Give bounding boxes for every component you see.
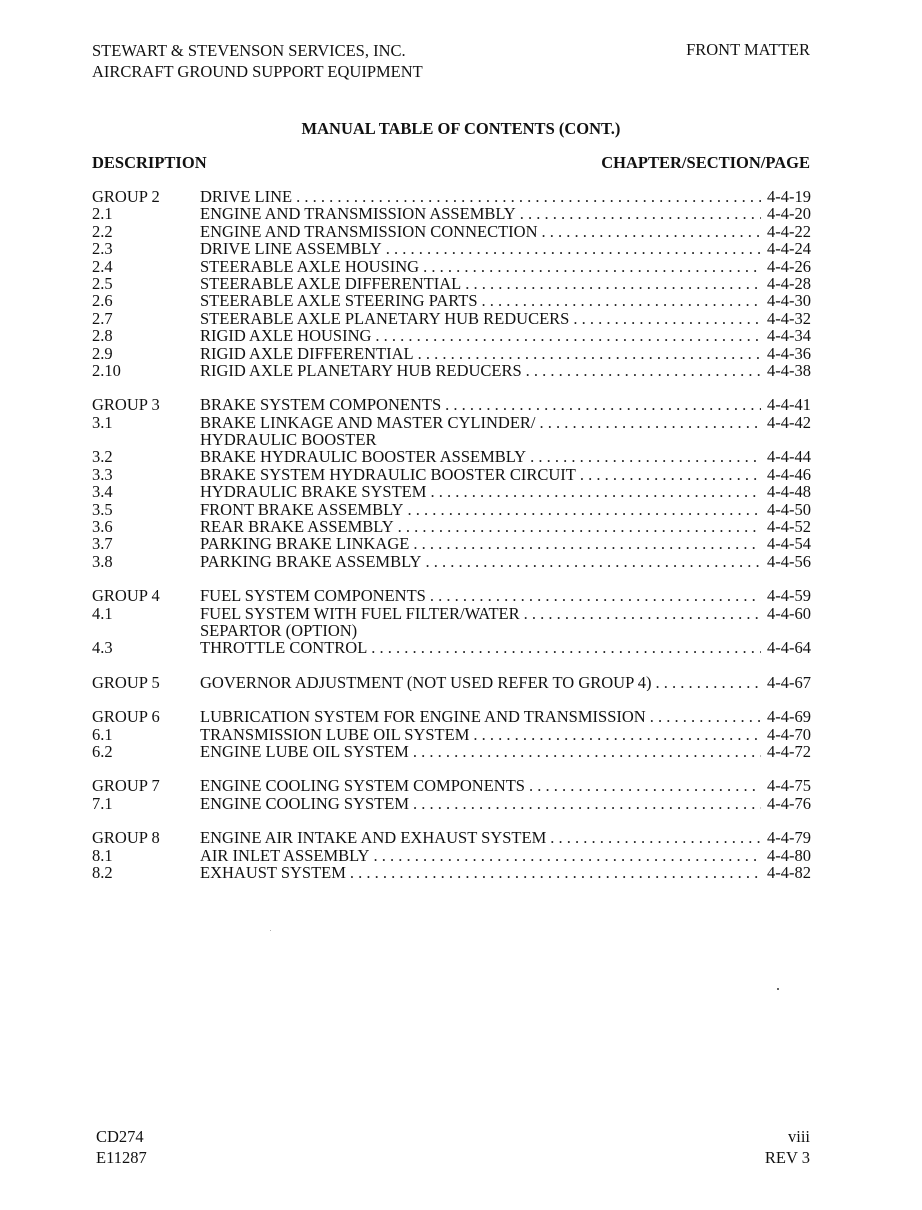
dot-leader <box>646 708 761 725</box>
toc-entry-title: BRAKE HYDRAULIC BOOSTER ASSEMBLY <box>200 448 527 466</box>
dot-leader <box>382 240 761 257</box>
toc-entry-title: ENGINE COOLING SYSTEM COMPONENTS <box>200 777 525 795</box>
toc-entry <box>92 310 811 327</box>
toc-entry-number: 2.2 <box>92 221 113 241</box>
toc-entry-title-wrap <box>200 466 761 483</box>
toc-entry-title: EXHAUST SYSTEM <box>200 863 346 882</box>
toc-entry-page: 4-4-38 <box>767 360 811 380</box>
dot-leader <box>526 448 761 465</box>
toc-entry-title-wrap <box>200 777 761 794</box>
toc-entry-title: ENGINE COOLING SYSTEM <box>200 794 409 813</box>
toc-entry <box>92 726 811 743</box>
toc-entry <box>92 795 811 812</box>
toc-entry-page: 4-4-34 <box>767 326 811 346</box>
toc-entry-page: 4-4-60 <box>767 603 811 623</box>
dot-leader <box>652 674 761 691</box>
toc-group <box>92 188 811 379</box>
toc-entry-page: 4-4-41 <box>767 395 811 415</box>
column-header-page: CHAPTER/SECTION/PAGE <box>601 153 810 172</box>
toc-entry <box>92 777 811 794</box>
toc-group <box>92 708 811 760</box>
page-footer-left <box>96 1126 147 1168</box>
toc-entry-page: 4-4-28 <box>767 273 811 293</box>
toc-entry-title: ENGINE AND TRANSMISSION ASSEMBLY <box>200 205 516 223</box>
page-title: MANUAL TABLE OF CONTENTS (CONT.) <box>301 119 621 138</box>
document-number: CD274 <box>96 1127 144 1146</box>
toc-entry-number: GROUP 2 <box>92 187 160 206</box>
toc-entry-title: TRANSMISSION LUBE OIL SYSTEM <box>200 725 470 743</box>
toc-entry-title-wrap <box>200 726 761 743</box>
dot-leader <box>469 726 761 743</box>
toc-entry-page: 4-4-54 <box>767 534 811 554</box>
toc-entry-title-wrap <box>200 535 761 552</box>
toc-entry-page: 4-4-56 <box>767 551 811 571</box>
toc-entry-page: 4-4-69 <box>767 707 811 727</box>
toc-entry <box>92 605 811 622</box>
toc-entry-number: GROUP 5 <box>92 672 160 692</box>
column-header-description: DESCRIPTION <box>92 153 207 172</box>
toc-entry-number: 2.7 <box>92 308 113 328</box>
toc-entry <box>92 639 811 656</box>
toc-entry-title-wrap <box>200 501 761 518</box>
toc-entry <box>92 345 811 362</box>
page-header-left <box>92 40 423 82</box>
toc-entry-title: DRIVE LINE <box>200 188 293 206</box>
dot-leader <box>569 310 761 327</box>
toc-entry-continuation <box>92 622 811 639</box>
toc-entry-title: THROTTLE CONTROL <box>200 639 368 657</box>
revision: REV 3 <box>764 1148 810 1167</box>
toc-entry <box>92 847 811 864</box>
dot-leader <box>292 188 761 205</box>
dot-leader <box>525 777 761 794</box>
toc-entry-title-wrap <box>200 553 761 570</box>
dot-leader <box>367 639 761 656</box>
toc-entry-title: ENGINE LUBE OIL SYSTEM <box>200 742 409 761</box>
dot-leader <box>409 535 761 552</box>
toc-group <box>92 674 811 691</box>
dot-leader <box>538 223 762 240</box>
toc-entry-title: HYDRAULIC BRAKE SYSTEM <box>200 483 427 501</box>
dot-leader <box>426 587 761 604</box>
toc-entry-page: 4-4-19 <box>767 187 811 206</box>
toc-entry-title-wrap <box>200 223 761 240</box>
toc-entry-title-wrap <box>200 362 761 379</box>
toc-entry-page: 4-4-26 <box>767 256 811 276</box>
division-name: AIRCRAFT GROUND SUPPORT EQUIPMENT <box>92 62 423 81</box>
toc-entry-title-continued: SEPARTOR (OPTION) <box>200 620 358 640</box>
toc-entry-title-wrap <box>200 292 761 309</box>
toc-entry <box>92 501 811 518</box>
toc-entry-page: 4-4-48 <box>767 482 811 502</box>
toc-entry-number: 6.2 <box>92 741 113 761</box>
toc-entry-page: 4-4-72 <box>767 741 811 761</box>
toc-entry-title: DRIVE LINE ASSEMBLY <box>200 240 382 258</box>
toc-entry-title: BRAKE SYSTEM HYDRAULIC BOOSTER CIRCUIT <box>200 465 576 484</box>
toc-entry-number: 2.4 <box>92 256 113 276</box>
toc-entry-title-wrap <box>200 448 761 465</box>
page-footer-right <box>765 1126 810 1168</box>
toc-entry-title-wrap <box>200 188 761 205</box>
company-name: STEWART & STEVENSON SERVICES, INC. <box>92 41 406 60</box>
toc-entry-page: 4-4-44 <box>767 447 811 467</box>
toc-entry <box>92 483 811 500</box>
toc-entry-title: FUEL SYSTEM WITH FUEL FILTER/WATER <box>200 604 520 622</box>
toc-group <box>92 777 811 812</box>
toc-entry-number: GROUP 3 <box>92 395 160 415</box>
toc-entry-number-blank <box>92 431 200 448</box>
dot-leader <box>409 795 761 812</box>
toc-entry <box>92 223 811 240</box>
engineering-number: E11287 <box>96 1148 147 1167</box>
toc-entry-page: 4-4-70 <box>767 724 811 744</box>
toc-entry-title: REAR BRAKE ASSEMBLY <box>200 518 394 536</box>
toc-entry <box>92 414 811 431</box>
toc-entry <box>92 188 811 205</box>
toc-entry-title-wrap <box>200 205 761 222</box>
dot-leader <box>403 501 761 518</box>
toc-entry-title-wrap <box>200 258 761 275</box>
toc-entry-title-wrap <box>200 483 761 500</box>
toc-entry-page: 4-4-36 <box>767 343 811 363</box>
toc-entry-title: RIGID AXLE PLANETARY HUB REDUCERS <box>200 361 522 380</box>
toc-entry-title: ENGINE AND TRANSMISSION CONNECTION <box>200 222 538 241</box>
toc-entry-page: 4-4-79 <box>767 828 811 848</box>
toc-entry-continuation <box>92 431 811 448</box>
toc-entry-number: 3.5 <box>92 499 113 519</box>
toc-entry-number: 2.5 <box>92 273 113 293</box>
toc-entry-title-wrap <box>200 708 761 725</box>
toc-entry <box>92 362 811 379</box>
toc-entry-number: 3.7 <box>92 534 113 554</box>
toc-entry-title: AIR INLET ASSEMBLY <box>200 846 370 864</box>
toc-entry-page: 4-4-46 <box>767 464 811 484</box>
toc-entry-title: STEERABLE AXLE DIFFERENTIAL <box>200 274 462 293</box>
toc-entry-title-wrap <box>200 414 761 431</box>
dot-leader <box>546 829 761 846</box>
toc-entry <box>92 327 811 344</box>
toc-entry-number: 3.1 <box>92 412 113 432</box>
dot-leader <box>419 258 761 275</box>
dot-leader <box>426 483 761 500</box>
dot-leader <box>461 275 761 292</box>
scan-speck <box>270 930 271 931</box>
toc-entry-number: 2.10 <box>92 360 121 380</box>
toc-entry-number: 4.1 <box>92 603 113 623</box>
toc-entry <box>92 240 811 257</box>
toc-entry-title: PARKING BRAKE ASSEMBLY <box>200 552 422 571</box>
toc-entry-title-wrap <box>200 587 761 604</box>
toc-entry-title-continued: HYDRAULIC BOOSTER <box>200 430 377 450</box>
toc-entry-page: 4-4-76 <box>767 793 811 813</box>
toc-entry <box>92 553 811 570</box>
toc-entry-number: 6.1 <box>92 724 113 744</box>
toc-entry-number-blank <box>92 622 200 639</box>
toc-group <box>92 396 811 570</box>
toc-entry-number: 2.8 <box>92 326 113 346</box>
dot-leader <box>346 864 761 881</box>
table-of-contents <box>92 188 811 898</box>
dot-leader <box>522 362 761 379</box>
toc-entry-number: 3.3 <box>92 464 113 484</box>
toc-entry-page: 4-4-59 <box>767 586 811 606</box>
toc-entry-page: 4-4-64 <box>767 638 811 658</box>
dot-leader <box>516 205 761 222</box>
dot-leader <box>394 518 761 535</box>
page-number: viii <box>787 1127 810 1146</box>
toc-entry-page: 4-4-42 <box>767 412 811 432</box>
dot-leader <box>414 345 761 362</box>
toc-entry-title: PARKING BRAKE LINKAGE <box>200 535 410 553</box>
toc-entry <box>92 292 811 309</box>
toc-entry-title-wrap <box>200 275 761 292</box>
dot-leader <box>369 847 761 864</box>
toc-entry-page: 4-4-30 <box>767 291 811 311</box>
toc-entry <box>92 205 811 222</box>
toc-entry <box>92 448 811 465</box>
toc-entry-number: 2.9 <box>92 343 113 363</box>
toc-entry-number: GROUP 4 <box>92 586 160 606</box>
toc-entry-title: RIGID AXLE HOUSING <box>200 327 372 345</box>
toc-entry <box>92 587 811 604</box>
toc-entry-page: 4-4-50 <box>767 499 811 519</box>
toc-entry-title-wrap <box>200 605 761 622</box>
toc-entry-title-wrap <box>200 743 761 760</box>
toc-entry <box>92 518 811 535</box>
toc-entry-number: 8.2 <box>92 862 113 882</box>
toc-entry-page: 4-4-52 <box>767 517 811 537</box>
toc-entry-page: 4-4-22 <box>767 221 811 241</box>
dot-leader <box>441 396 761 413</box>
toc-entry <box>92 708 811 725</box>
toc-entry-title: BRAKE LINKAGE AND MASTER CYLINDER/ <box>200 413 536 432</box>
toc-entry-title: RIGID AXLE DIFFERENTIAL <box>200 344 414 362</box>
dot-leader <box>371 327 761 344</box>
toc-entry-number: 8.1 <box>92 845 113 865</box>
toc-entry <box>92 864 811 881</box>
toc-entry <box>92 466 811 483</box>
dot-leader <box>478 292 761 309</box>
toc-entry-title-wrap <box>200 864 761 881</box>
toc-entry-title: STEERABLE AXLE STEERING PARTS <box>200 292 478 310</box>
toc-entry-title: ENGINE AIR INTAKE AND EXHAUST SYSTEM <box>200 829 547 847</box>
toc-entry <box>92 275 811 292</box>
toc-entry-title-wrap <box>200 674 761 691</box>
toc-entry-title-wrap <box>200 829 761 846</box>
toc-entry-title-wrap <box>200 518 761 535</box>
toc-entry-number: 2.6 <box>92 291 113 311</box>
dot-leader <box>520 605 761 622</box>
toc-entry-title-wrap <box>200 396 761 413</box>
toc-entry-page: 4-4-80 <box>767 845 811 865</box>
toc-entry-page: 4-4-24 <box>767 239 811 259</box>
toc-entry-number: 3.2 <box>92 447 113 467</box>
toc-entry-title-wrap <box>200 639 761 656</box>
dot-leader <box>536 414 762 431</box>
toc-entry <box>92 829 811 846</box>
toc-entry-title: STEERABLE AXLE HOUSING <box>200 257 420 275</box>
section-name: FRONT MATTER <box>686 40 810 59</box>
toc-entry-number: 2.1 <box>92 204 113 224</box>
toc-entry <box>92 396 811 413</box>
dot-leader <box>421 553 761 570</box>
toc-entry <box>92 674 811 691</box>
toc-entry-title: GOVERNOR ADJUSTMENT (NOT USED REFER TO GROUP 4) <box>200 673 652 692</box>
toc-entry <box>92 258 811 275</box>
toc-entry-number: 3.6 <box>92 517 113 537</box>
toc-entry-number: GROUP 6 <box>92 707 160 727</box>
toc-entry-title-wrap <box>200 795 761 812</box>
toc-entry-number: 3.4 <box>92 482 113 502</box>
toc-entry-title-wrap <box>200 240 761 257</box>
toc-entry-title: STEERABLE AXLE PLANETARY HUB REDUCERS <box>200 309 570 328</box>
toc-entry <box>92 535 811 552</box>
toc-entry-title: LUBRICATION SYSTEM FOR ENGINE AND TRANSMISSION <box>200 708 646 726</box>
toc-entry-title: FRONT BRAKE ASSEMBLY <box>200 500 404 519</box>
toc-entry-number: GROUP 7 <box>92 776 160 796</box>
toc-entry-title-wrap <box>200 327 761 344</box>
toc-entry <box>92 743 811 760</box>
toc-group <box>92 587 811 657</box>
scan-speck <box>777 988 779 990</box>
toc-entry-number: 2.3 <box>92 239 113 259</box>
toc-entry-title: FUEL SYSTEM COMPONENTS <box>200 587 426 605</box>
toc-entry-number: 4.3 <box>92 638 113 658</box>
toc-entry-title-wrap <box>200 847 761 864</box>
toc-entry-number: 3.8 <box>92 551 113 571</box>
toc-entry-page: 4-4-32 <box>767 308 811 328</box>
toc-entry-title-wrap <box>200 310 761 327</box>
dot-leader <box>576 466 761 483</box>
toc-entry-page: 4-4-67 <box>767 672 811 692</box>
toc-entry-page: 4-4-82 <box>767 862 811 882</box>
toc-entry-number: 7.1 <box>92 793 113 813</box>
toc-entry-title-wrap <box>200 345 761 362</box>
toc-entry-page: 4-4-20 <box>767 204 811 224</box>
toc-entry-number: GROUP 8 <box>92 828 160 848</box>
toc-entry-page: 4-4-75 <box>767 776 811 796</box>
toc-group <box>92 829 811 881</box>
dot-leader <box>409 743 761 760</box>
toc-entry-title: BRAKE SYSTEM COMPONENTS <box>200 396 442 414</box>
